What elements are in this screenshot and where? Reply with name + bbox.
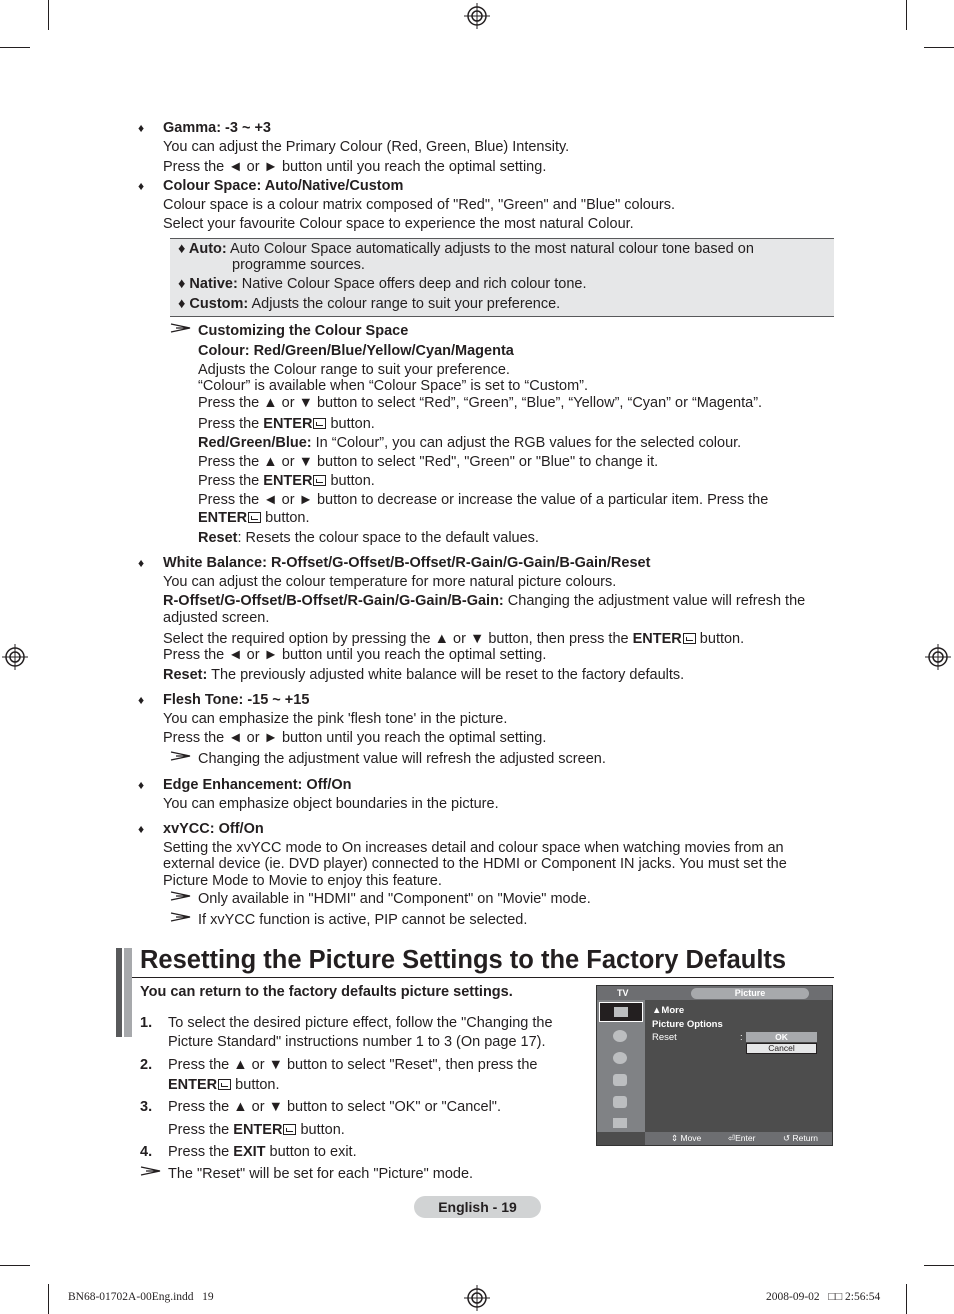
osd-setup-icon[interactable]: [613, 1074, 627, 1086]
xvycc-note-2: If xvYCC function is active, PIP cannot be selected.: [198, 912, 528, 928]
colour-space-line-2: Select your favourite Colour space to experience the most natural Colour.: [163, 216, 634, 232]
diamond-bullet-icon: ♦: [138, 822, 145, 836]
osd-input-icon[interactable]: [613, 1096, 627, 1108]
enter-icon: [218, 1079, 231, 1090]
colour-space-title: Colour Space: Auto/Native/Custom: [163, 178, 404, 194]
registration-mark-icon: [925, 644, 951, 670]
enter-icon: [283, 1124, 296, 1135]
gamma-line-2: Press the ◄ or ► button until you reach the optimal setting.: [163, 159, 547, 175]
gamma-line-1: You can adjust the Primary Colour (Red, Green, Blue) Intensity.: [163, 139, 570, 155]
osd-reset[interactable]: Reset: [652, 1032, 677, 1043]
return-icon: ↺: [783, 1133, 791, 1143]
auto-option: ♦ Auto: Auto Colour Space automatically adjusts to the most natural colour tone based on: [178, 241, 754, 257]
osd-colon: :: [740, 1032, 743, 1043]
section-bar-light: [124, 948, 132, 1037]
section-rule: [132, 977, 834, 978]
white-balance-line-4: Press the ◄ or ► button until you reach the optimal setting.: [163, 647, 547, 663]
crop-mark: [924, 47, 954, 48]
customizing-line-2: “Colour” is available when “Colour Space” is set to “Custom”.: [198, 378, 589, 394]
flesh-tone-line-2: Press the ◄ or ► button until you reach the optimal setting.: [163, 730, 547, 746]
page-number-badge: English - 19: [414, 1196, 541, 1218]
white-balance-line-5: Reset: The previously adjusted white balance will be reset to the factory defaults.: [163, 667, 685, 683]
customizing-enter-line: Press the ENTER button.: [198, 416, 375, 432]
registration-mark-icon: [464, 1285, 490, 1311]
step-3-line-1: Press the ▲ or ▼ button to select "OK" or "Cancel".: [168, 1099, 501, 1115]
osd-channel-icon[interactable]: [613, 1052, 627, 1064]
osd-menu: [596, 985, 833, 1146]
osd-sound-icon[interactable]: [613, 1030, 627, 1042]
colour-space-line-1: Colour space is a colour matrix composed of "Red", "Green" and "Blue" colours.: [163, 197, 676, 213]
step-number: 2.: [140, 1057, 153, 1073]
customizing-line-1: Adjusts the Colour range to suit your preference.: [198, 362, 510, 378]
white-balance-line-1: You can adjust the colour temperature for more natural picture colours.: [163, 574, 617, 590]
native-option: ♦ Native: Native Colour Space offers deep and rich colour tone.: [178, 276, 587, 292]
osd-tab-picture[interactable]: Picture: [691, 988, 809, 999]
xvycc-title: xvYCC: Off/On: [163, 821, 264, 837]
customizing-enter-line-2: Press the ENTER button.: [198, 473, 375, 489]
move-icon: ⇕: [671, 1133, 679, 1143]
note-arrow-icon: [140, 1165, 162, 1177]
diamond-bullet-icon: ♦: [138, 179, 145, 193]
step-1-line-1: To select the desired picture effect, follow the "Changing the: [168, 1015, 553, 1031]
step-number: 4.: [140, 1144, 153, 1160]
auto-option-cont: programme sources.: [232, 257, 365, 273]
xvycc-line-2: external device (ie. DVD player) connected to the HDMI or Component IN jacks. You must set the: [163, 856, 787, 872]
enter-icon: [248, 512, 261, 523]
osd-more[interactable]: ▲More: [652, 1005, 685, 1016]
section-bar: [116, 948, 122, 1037]
crop-mark: [906, 1284, 907, 1314]
xvycc-line-1: Setting the xvYCC mode to On increases detail and colour space when watching movies from an: [163, 840, 784, 856]
step-2-enter-line: ENTER button.: [168, 1077, 280, 1093]
crop-mark: [48, 0, 49, 30]
step-4-line-1: Press the EXIT button to exit.: [168, 1144, 357, 1160]
rgb-line: Red/Green/Blue: In “Colour”, you can adjust the RGB values for the selected colour.: [198, 435, 742, 451]
crop-mark: [0, 47, 30, 48]
white-balance-title: White Balance: R-Offset/G-Offset/B-Offset/R-Gain/G-Gain/B-Gain/Reset: [163, 555, 651, 571]
diamond-bullet-icon: ♦: [138, 121, 145, 135]
gamma-title: Gamma: -3 ~ +3: [163, 120, 271, 136]
osd-enter-hint: ⏎Enter: [728, 1133, 756, 1143]
step-number: 1.: [140, 1015, 153, 1031]
diamond-bullet-icon: ♦: [138, 778, 145, 792]
file-info: BN68-01702A-00Eng.indd 19: [68, 1291, 214, 1303]
crop-mark: [924, 1265, 954, 1266]
edge-line-1: You can emphasize object boundaries in the picture.: [163, 796, 499, 812]
enter-icon: ⏎: [728, 1133, 736, 1143]
flesh-tone-note: Changing the adjustment value will refresh the adjusted screen.: [198, 751, 606, 767]
enter-icon: [313, 418, 326, 429]
enter-icon: [313, 475, 326, 486]
registration-mark-icon: [2, 644, 28, 670]
customizing-line-3: Press the ▲ or ▼ button to select “Red”, “Green”, “Blue”, “Yellow”, “Cyan” or “Magenta”.: [198, 395, 763, 411]
crop-mark: [48, 1284, 49, 1314]
note-arrow-icon: [170, 750, 192, 762]
step-3-enter-line: Press the ENTER button.: [168, 1122, 345, 1138]
diamond-bullet-icon: ♦: [138, 556, 145, 570]
enter-icon: [683, 633, 696, 644]
osd-picture-options[interactable]: Picture Options: [652, 1019, 723, 1030]
osd-dtv-icon[interactable]: [613, 1118, 627, 1128]
edge-title: Edge Enhancement: Off/On: [163, 777, 352, 793]
customizing-line-8: Press the ◄ or ► button to decrease or increase the value of a particular item. Press the: [198, 492, 769, 508]
crop-mark: [906, 0, 907, 30]
osd-picture-icon[interactable]: [599, 1002, 643, 1022]
print-date: 2008-09-02 □□ 2:56:54: [766, 1291, 881, 1303]
section-intro: You can return to the factory defaults picture settings.: [140, 984, 513, 1000]
section-note: The "Reset" will be set for each "Picture" mode.: [168, 1166, 474, 1182]
note-arrow-icon: [170, 890, 192, 902]
customizing-enter-line-3: ENTER button.: [198, 510, 310, 526]
step-number: 3.: [140, 1099, 153, 1115]
crop-mark: [0, 1265, 30, 1266]
flesh-tone-title: Flesh Tone: -15 ~ +15: [163, 692, 310, 708]
flesh-tone-line-1: You can emphasize the pink 'flesh tone' in the picture.: [163, 711, 508, 727]
osd-tv-label: TV: [617, 988, 629, 998]
section-heading: Resetting the Picture Settings to the Factory Defaults: [140, 946, 787, 974]
step-1-line-2: Picture Standard" instructions number 1 to 3 (On page 17).: [168, 1034, 546, 1050]
white-balance-line-3: Select the required option by pressing the ▲ or ▼ button, then press the ENTER button.: [163, 631, 745, 647]
customizing-line-6: Press the ▲ or ▼ button to select "Red", "Green" or "Blue" to change it.: [198, 454, 659, 470]
osd-ok-option[interactable]: OK: [746, 1032, 817, 1042]
white-balance-line-2: R-Offset/G-Offset/B-Offset/R-Gain/G-Gain/B-Gain: Changing the adjustment value will refresh the: [163, 593, 806, 609]
xvycc-note-1: Only available in "HDMI" and "Component" on "Movie" mode.: [198, 891, 591, 907]
note-arrow-icon: [170, 322, 192, 334]
osd-return-hint: ↺ Return: [783, 1133, 819, 1143]
white-balance-line-2-cont: adjusted screen.: [163, 610, 270, 626]
custom-option: ♦ Custom: Adjusts the colour range to suit your preference.: [178, 296, 561, 312]
registration-mark-icon: [464, 3, 490, 29]
customizing-reset-line: Reset: Resets the colour space to the default values.: [198, 530, 539, 546]
note-arrow-icon: [170, 911, 192, 923]
customizing-subtitle: Colour: Red/Green/Blue/Yellow/Cyan/Magenta: [198, 343, 514, 359]
osd-cancel-option[interactable]: Cancel: [746, 1043, 817, 1054]
step-2-line-1: Press the ▲ or ▼ button to select "Reset", then press the: [168, 1057, 538, 1073]
diamond-bullet-icon: ♦: [138, 693, 145, 707]
osd-move-hint: ⇕ Move: [671, 1133, 702, 1143]
xvycc-line-3: Picture Mode to Movie to enjoy this feature.: [163, 873, 442, 889]
customizing-title: Customizing the Colour Space: [198, 323, 409, 339]
